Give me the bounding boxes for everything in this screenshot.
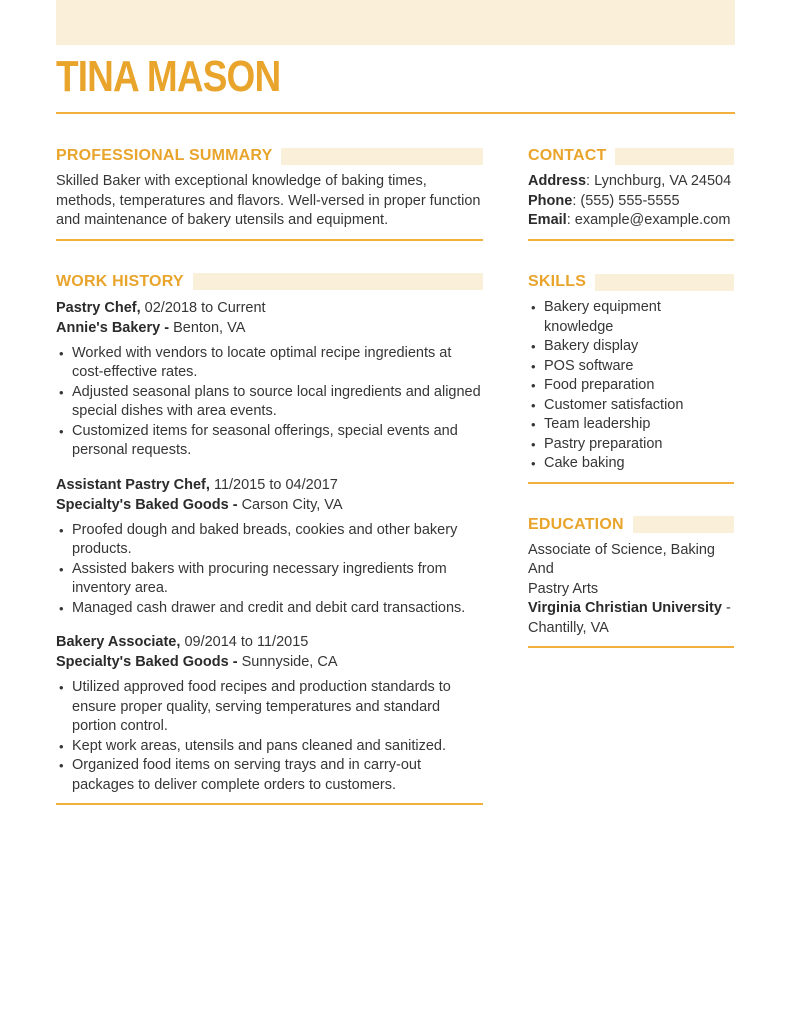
job-company-line: [56, 652, 483, 672]
contact-value: example@example.com: [574, 212, 731, 229]
contact-list: [528, 172, 734, 231]
contact-heading: [528, 147, 734, 165]
job-bullet: • Adjusted seasonal plans to source local ingredients and aligned special dishes with area events.: [56, 383, 483, 422]
education-degree: [528, 541, 734, 600]
heading-highlight-bar: [595, 274, 734, 291]
job-bullet: • Proofed dough and baked breads, cookies and other bakery products.: [56, 521, 483, 560]
summary-text: Skilled Baker with exceptional knowledge of baking times, methods, temperatures and flavors. Well-versed in proper function and maintenance of bakery utensils and equipment.: [56, 173, 481, 228]
contact-phone-line: [528, 192, 734, 212]
job-bullet: • Utilized approved food recipes and production standards to ensure proper quality, serving temperatures and standard portion control.: [56, 678, 483, 737]
job-company: Specialty's Baked Goods -: [56, 496, 238, 513]
job-dates: 11/2015 to 04/2017: [213, 476, 338, 493]
education-entry: [528, 541, 734, 639]
skill-item: • Bakery equipment knowledge: [528, 298, 734, 337]
resume-body: [0, 147, 791, 805]
job-location: Carson City, VA: [241, 496, 343, 513]
right-column: [528, 147, 734, 805]
job-entry: [56, 632, 483, 795]
skill-item: • Bakery display: [528, 337, 734, 357]
job-role-line: [56, 298, 483, 318]
skill-item: • Cake baking: [528, 454, 734, 474]
education-heading-label: EDUCATION: [528, 515, 624, 533]
job-company: Specialty's Baked Goods -: [56, 654, 238, 670]
job-bullet: • Worked with vendors to locate optimal recipe ingredients at cost-effective rates.: [56, 344, 483, 383]
job-entry: [56, 298, 483, 461]
job-bullet: • Kept work areas, utensils and pans cleaned and sanitized.: [56, 737, 483, 757]
skills-heading: [528, 273, 734, 291]
job-role: Bakery Associate,: [56, 634, 181, 650]
job-location: Sunnyside, CA: [241, 654, 338, 670]
contact-separator: :: [566, 212, 575, 229]
page-title: TINA MASON: [56, 52, 281, 101]
section-contact: [528, 147, 734, 241]
skill-item: • Customer satisfaction: [528, 396, 734, 416]
skill-item: • POS software: [528, 357, 734, 377]
job-company: Annie's Bakery -: [56, 319, 170, 336]
skills-list: [528, 298, 734, 474]
heading-highlight-bar: [193, 273, 483, 290]
heading-highlight-bar: [281, 148, 483, 165]
education-school-line: [528, 599, 734, 638]
skill-item: • Team leadership: [528, 415, 734, 435]
job-company-line: [56, 318, 483, 338]
heading-highlight-bar: [633, 516, 734, 533]
header-banner: [56, 0, 735, 45]
education-degree-line2: Pastry Arts: [528, 580, 599, 597]
work-history-heading-label: WORK HISTORY: [56, 272, 184, 290]
contact-label: Email: [528, 212, 567, 229]
education-school: Virginia Christian University: [528, 600, 722, 617]
section-work-history: [56, 273, 483, 806]
job-bullet: • Assisted bakers with procuring necessary ingredients from inventory area.: [56, 560, 483, 599]
contact-value: Lynchburg, VA 24504: [594, 173, 732, 189]
section-professional-summary: [56, 147, 483, 241]
section-skills: [528, 273, 734, 484]
skill-item: • Pastry preparation: [528, 435, 734, 455]
left-column: [56, 147, 483, 805]
heading-highlight-bar: [615, 148, 734, 165]
job-dates: 02/2018 to Current: [144, 299, 266, 316]
summary-heading-label: PROFESSIONAL SUMMARY: [56, 147, 273, 164]
job-bullet: • Managed cash drawer and credit and debit card transactions.: [56, 599, 483, 619]
job-role: Pastry Chef,: [56, 299, 141, 316]
skills-heading-label: SKILLS: [528, 273, 587, 291]
contact-label: Address: [528, 173, 587, 189]
job-company-line: [56, 495, 483, 515]
education-location: Chantilly, VA: [528, 619, 609, 636]
job-bullets: [56, 521, 483, 619]
contact-value: (555) 555-5555: [580, 192, 680, 209]
education-dash: -: [721, 600, 731, 617]
job-role-line: [56, 632, 483, 652]
job-bullets: [56, 678, 483, 795]
job-bullet: • Organized food items on serving trays and in carry-out packages to deliver complete orders to customers.: [56, 756, 483, 795]
contact-email-line: [528, 211, 734, 231]
education-degree-line1: Associate of Science, Baking And: [528, 541, 715, 578]
job-dates: 09/2014 to 11/2015: [184, 634, 309, 650]
job-role: Assistant Pastry Chef,: [56, 476, 210, 493]
education-heading: [528, 516, 734, 534]
work-history-heading: [56, 273, 483, 291]
job-role-line: [56, 475, 483, 495]
contact-address-line: [528, 172, 734, 192]
section-education: [528, 516, 734, 649]
job-bullets: [56, 344, 483, 461]
job-entry: [56, 475, 483, 619]
contact-heading-label: CONTACT: [528, 147, 607, 164]
contact-separator: :: [586, 173, 595, 189]
job-bullet: • Customized items for seasonal offerings, special events and personal requests.: [56, 422, 483, 461]
summary-heading: [56, 147, 483, 165]
contact-label: Phone: [528, 192, 573, 209]
skill-item: • Food preparation: [528, 376, 734, 396]
contact-separator: :: [572, 192, 581, 209]
job-location: Benton, VA: [173, 319, 246, 336]
title-divider: [56, 112, 735, 114]
